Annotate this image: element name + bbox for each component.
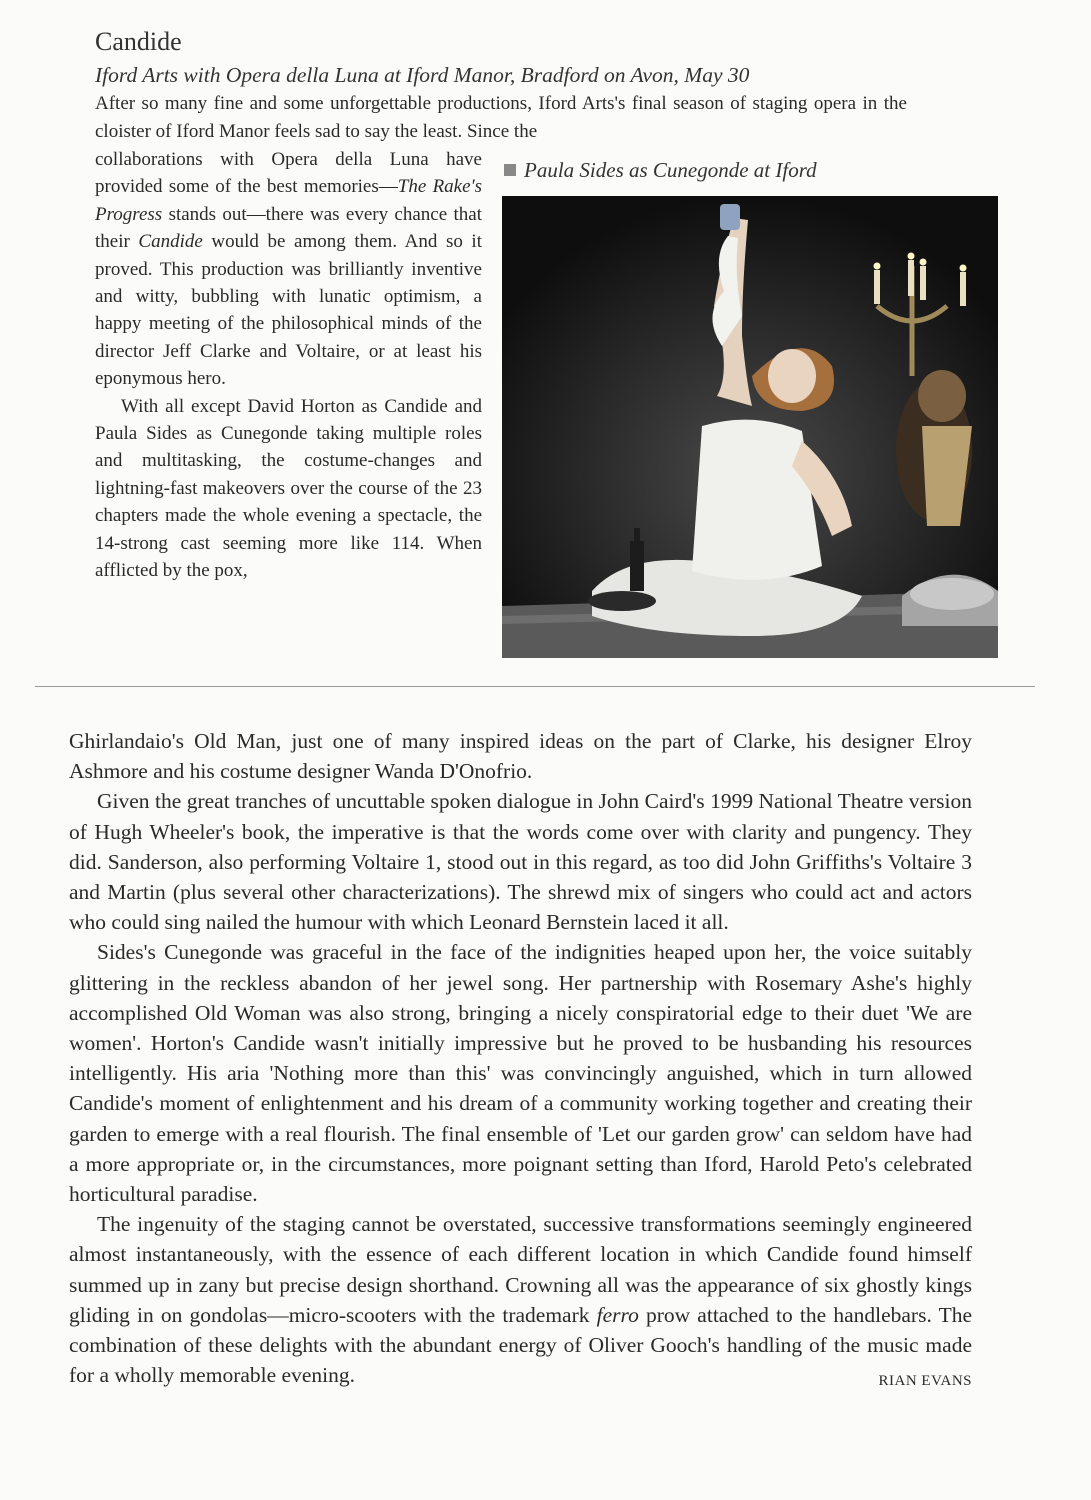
article-title: Candide xyxy=(95,27,182,56)
main-paragraph-4: The ingenuity of the staging cannot be overstated, successive transformations seemingly engineered almost instantaneously, with the essence of each different location in which Candide found himself summed up in zany but precise design shorthand. Crowning all was the appearance of six ghostly kings gliding in on gondolas—micro-scooters with the trademark ferro prow attached to the handlebars. The combination of these delights with the abundant energy of Oliver Gooch's handling of the music made for a wholly memorable evening. RIAN EVANS xyxy=(69,1209,972,1390)
article-subtitle: Iford Arts with Opera della Luna at Iford Manor, Bradford on Avon, May 30 xyxy=(95,63,750,87)
main-paragraph-2: Given the great tranches of uncuttable spoken dialogue in John Caird's 1999 National Theatre version of Hugh Wheeler's book, the imperative is that the words come over with clarity and pungency. They did. Sanderson, also performing Voltaire 1, stood out in this regard, as too did John Griffiths's Voltaire 3 and Martin (plus several other characterizations). The shrewd mix of singers who could act and actors who could sing nailed the humour with which Leonard Bernstein laced it all. xyxy=(69,789,972,935)
intro-paragraph: After so many fine and some unforgettable productions, Iford Arts's final season of staging opera in the cloister of Iford Manor feels sad to say the least. Since the xyxy=(95,93,907,142)
photo-caption: Paula Sides as Cunegonde at Iford xyxy=(504,156,817,184)
performance-photo xyxy=(502,196,998,658)
left-column xyxy=(95,146,482,585)
main-paragraph-1: Ghirlandaio's Old Man, just one of many inspired ideas on the part of Clarke, his designer Elroy Ashmore and his costume designer Wanda D'Onofrio. xyxy=(69,729,972,784)
performance-photo-illustration xyxy=(502,196,998,658)
caption-square-icon xyxy=(504,164,516,176)
main-text xyxy=(69,726,972,1396)
ferro-word: ferro xyxy=(596,1302,639,1327)
candide-title: Candide xyxy=(138,231,203,253)
section-divider xyxy=(35,686,1035,687)
rakes-progress-title: The Rake's Progress xyxy=(95,176,483,225)
author-byline: RIAN EVANS xyxy=(878,1373,972,1390)
main-paragraph-3: Sides's Cunegonde was graceful in the face of the indignities heaped upon her, the voice suitably glittering in the reckless abandon of her jewel song. Her partnership with Rosemary Ashe's highly accomplished Old Woman was also strong, bringing a nicely conspiratorial edge to their duet 'We are women'. Horton's Candide wasn't initially impressive but he proved to be husbanding his resources intelligently. His aria 'Nothing more than this' was convincingly anguished, which in turn allowed Candide's moment of enlightenment and his dream of a community working together and creating their garden to emerge with a real flourish. The final ensemble of 'Let our garden grow' can seldom have had a more appropriate or, in the circumstances, more poignant setting than Iford, Harold Peto's celebrated horticultural paradise. xyxy=(69,940,972,1207)
left-paragraph-1: collaborations with Opera della Luna have provided some of the best memories—The Rake's Progress stands out—there was every chance that their Candide would be among them. And so it proved. This production was brilliantly inventive and witty, bubbling with lunatic optimism, a happy meeting of the philosophical minds of the director Jeff Clarke and Voltaire, or at least his eponymous hero. xyxy=(95,149,483,390)
left-paragraph-2: With all except David Horton as Candide and Paula Sides as Cunegonde taking multiple roles and multitasking, the costume-changes and lightning-fast makeovers over the course of the 23 chapters made the whole evening a spectacle, the 14-strong cast seeming more like 114. When afflicted by the pox, xyxy=(95,395,482,582)
